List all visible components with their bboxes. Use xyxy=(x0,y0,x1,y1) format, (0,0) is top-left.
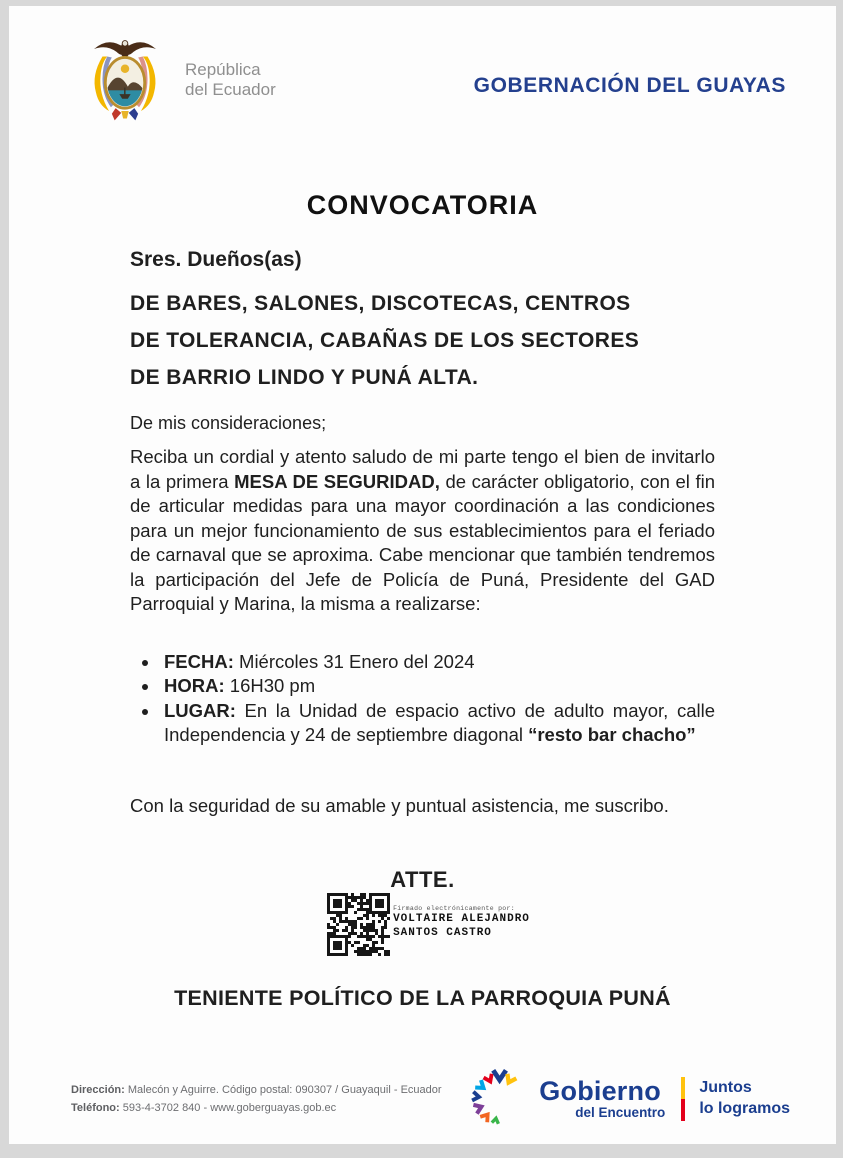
detail-item-hora xyxy=(160,674,715,699)
signature-text xyxy=(393,893,530,956)
detail-bold-tail: “resto bar chacho” xyxy=(528,724,696,745)
body-paragraph-pre: Reciba un cordial y atento saludo de mi parte tengo el bien de invitarlo a la primera xyxy=(130,446,715,492)
detail-text: En la Unidad de espacio activo de adulto mayor, calle Independencia y 24 de septiembre diagonal xyxy=(164,699,715,745)
slogan-line-2: lo logramos xyxy=(699,1100,790,1117)
signer-name-line1: VOLTAIRE ALEJANDRO xyxy=(393,912,530,925)
body-paragraph-post: de carácter obligatorio, con el fin de articular medidas para una mayor coordinación a las condiciones para un mejor funcionamiento de sus establecimientos para el feriado de carnaval que se aproxima. Cabe mencionar que también tendremos la participación del Jefe de Policía de Puná, Presidente del GAD Parroquial y Marina, la misma a realizarse: xyxy=(130,470,715,614)
slogan-line-1: Juntos xyxy=(699,1079,752,1097)
detail-label: HORA: xyxy=(164,675,225,696)
qr-code xyxy=(327,893,390,956)
signer-name-line2: SANTOS CASTRO xyxy=(393,927,492,940)
body-paragraph-bold: MESA DE SEGURIDAD, xyxy=(234,470,440,492)
detail-item-fecha xyxy=(160,650,715,675)
greeting: De mis consideraciones; xyxy=(130,413,327,433)
office-title: TENIENTE POLÍTICO DE LA PARROQUIA PUNÁ xyxy=(174,985,671,1010)
phone-value: 593-4-3702 840 - www.goberguayas.gob.ec xyxy=(119,1102,337,1114)
addressee-line: DE BARRIO LINDO Y PUNÁ ALTA. xyxy=(130,366,479,389)
meeting-details-list xyxy=(160,650,715,748)
salutation: Sres. Dueños(as) xyxy=(130,248,302,271)
brand-line-2: del Ecuador xyxy=(185,80,276,100)
logo-divider-bar xyxy=(681,1077,685,1121)
closing-line: Con la seguridad de su amable y puntual asistencia, me suscribo. xyxy=(130,794,669,816)
logo-brand-top: Gobierno xyxy=(539,1076,661,1107)
atte-heading: ATTE. xyxy=(390,866,455,892)
logo-brand-bottom: del Encuentro xyxy=(575,1105,666,1121)
addressee-line: DE BARES, SALONES, DISCOTECAS, CENTROS xyxy=(130,292,631,315)
chevron-burst-icon xyxy=(463,1066,533,1132)
footer-contact xyxy=(71,1081,442,1117)
detail-label: FECHA: xyxy=(164,650,234,672)
footer-address-line xyxy=(71,1081,442,1099)
signed-by-label: Firmado electrónicamente por: xyxy=(393,904,515,912)
footer-phone-line xyxy=(71,1099,442,1117)
logo-wordmark xyxy=(539,1078,665,1120)
government-title: GOBERNACIÓN DEL GUAYAS xyxy=(473,74,786,97)
logo-slogan xyxy=(699,1078,790,1120)
addressee-line: DE TOLERANCIA, CABAÑAS DE LOS SECTORES xyxy=(130,329,640,352)
document-content xyxy=(9,190,836,1011)
document-footer xyxy=(9,1066,836,1132)
brand-line-1: República xyxy=(185,60,261,79)
document-header xyxy=(9,6,836,126)
detail-text: Miércoles 31 Enero del 2024 xyxy=(233,650,475,672)
republic-brand-text xyxy=(185,34,276,126)
addressee-block xyxy=(130,285,715,396)
detail-label: LUGAR: xyxy=(164,699,236,721)
document-page xyxy=(9,6,836,1144)
address-value: Malecón y Aguirre. Código postal: 090307 / Guayaquil - Ecuador xyxy=(124,1083,442,1096)
body-paragraph xyxy=(130,445,715,617)
gobierno-del-encuentro-logo xyxy=(463,1066,790,1132)
signature-block xyxy=(136,893,721,956)
phone-label: Teléfono: xyxy=(71,1102,120,1114)
detail-item-lugar xyxy=(160,699,715,748)
address-label: Dirección: xyxy=(71,1083,125,1096)
republic-brand xyxy=(73,34,276,126)
detail-text: 16H30 pm xyxy=(224,675,316,696)
ecuador-coat-of-arms-logo xyxy=(73,34,177,126)
document-title: CONVOCATORIA xyxy=(306,190,539,220)
